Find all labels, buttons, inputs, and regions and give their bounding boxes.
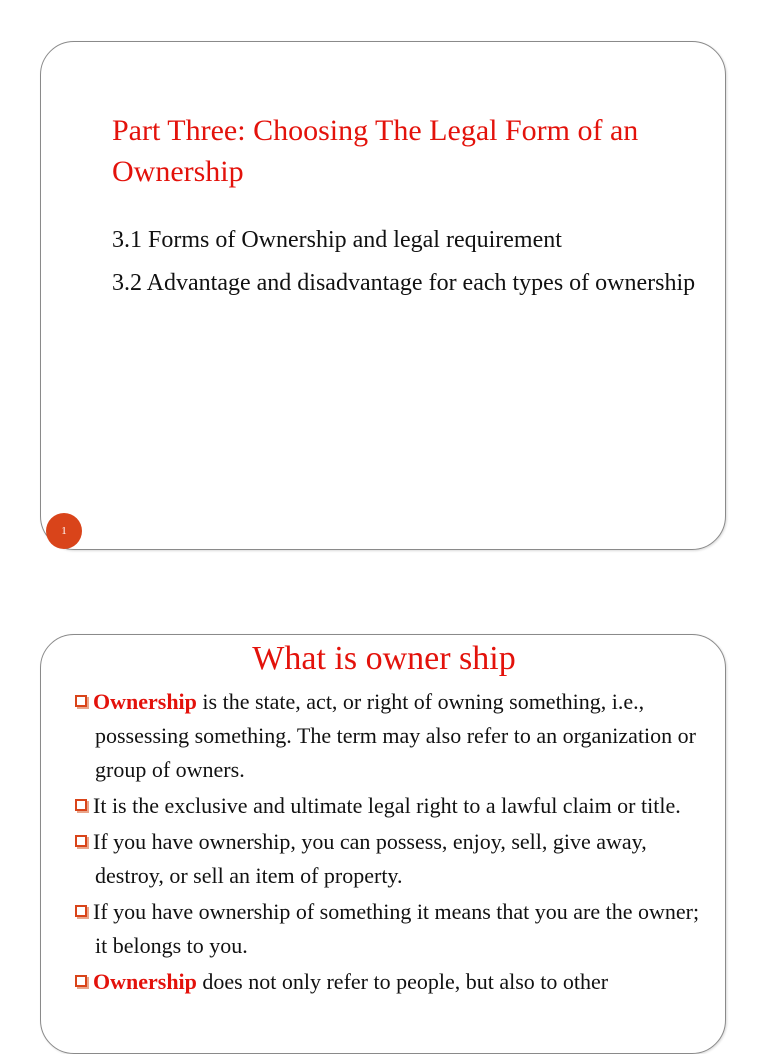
- list-item: [73, 965, 703, 999]
- list-item: [73, 825, 703, 893]
- checkbox-square-icon: [75, 835, 87, 847]
- bullet-text: does not only refer to people, but also to other: [196, 969, 609, 994]
- outline-item-3-1: 3.1 Forms of Ownership and legal requirement: [112, 227, 562, 253]
- bullet-text: is the state, act, or right of owning something, i.e., possessing something. The term may also refer to an organization or group of owners.: [95, 689, 696, 782]
- list-item: [73, 895, 703, 963]
- bullet-text: If you have ownership, you can possess, enjoy, sell, give away, destroy, or sell an item of property.: [93, 829, 647, 888]
- bullet-text: It is the exclusive and ultimate legal right to a lawful claim or title.: [93, 793, 681, 818]
- checkbox-square-icon: [75, 695, 87, 707]
- bullet-term: Ownership: [93, 969, 197, 994]
- list-item: [73, 789, 703, 823]
- slide-2-bullets: [73, 685, 703, 1001]
- outline-item-3-2: 3.2 Advantage and disadvantage for each types of ownership: [112, 270, 696, 296]
- checkbox-square-icon: [75, 905, 87, 917]
- list-item: [73, 685, 703, 787]
- slide-1-outline: [112, 222, 702, 308]
- slide-1-title: Part Three: Choosing The Legal Form of an Ownership: [112, 114, 639, 188]
- bullet-term: Ownership: [93, 689, 197, 714]
- slide-2: [40, 634, 726, 1054]
- checkbox-square-icon: [75, 799, 87, 811]
- slide-1: [40, 41, 726, 550]
- checkbox-square-icon: [75, 975, 87, 987]
- page-number-badge: 1: [46, 513, 82, 549]
- bullet-text: If you have ownership of something it means that you are the owner; it belongs to you.: [93, 899, 700, 958]
- slide-2-title: What is owner ship: [252, 640, 516, 677]
